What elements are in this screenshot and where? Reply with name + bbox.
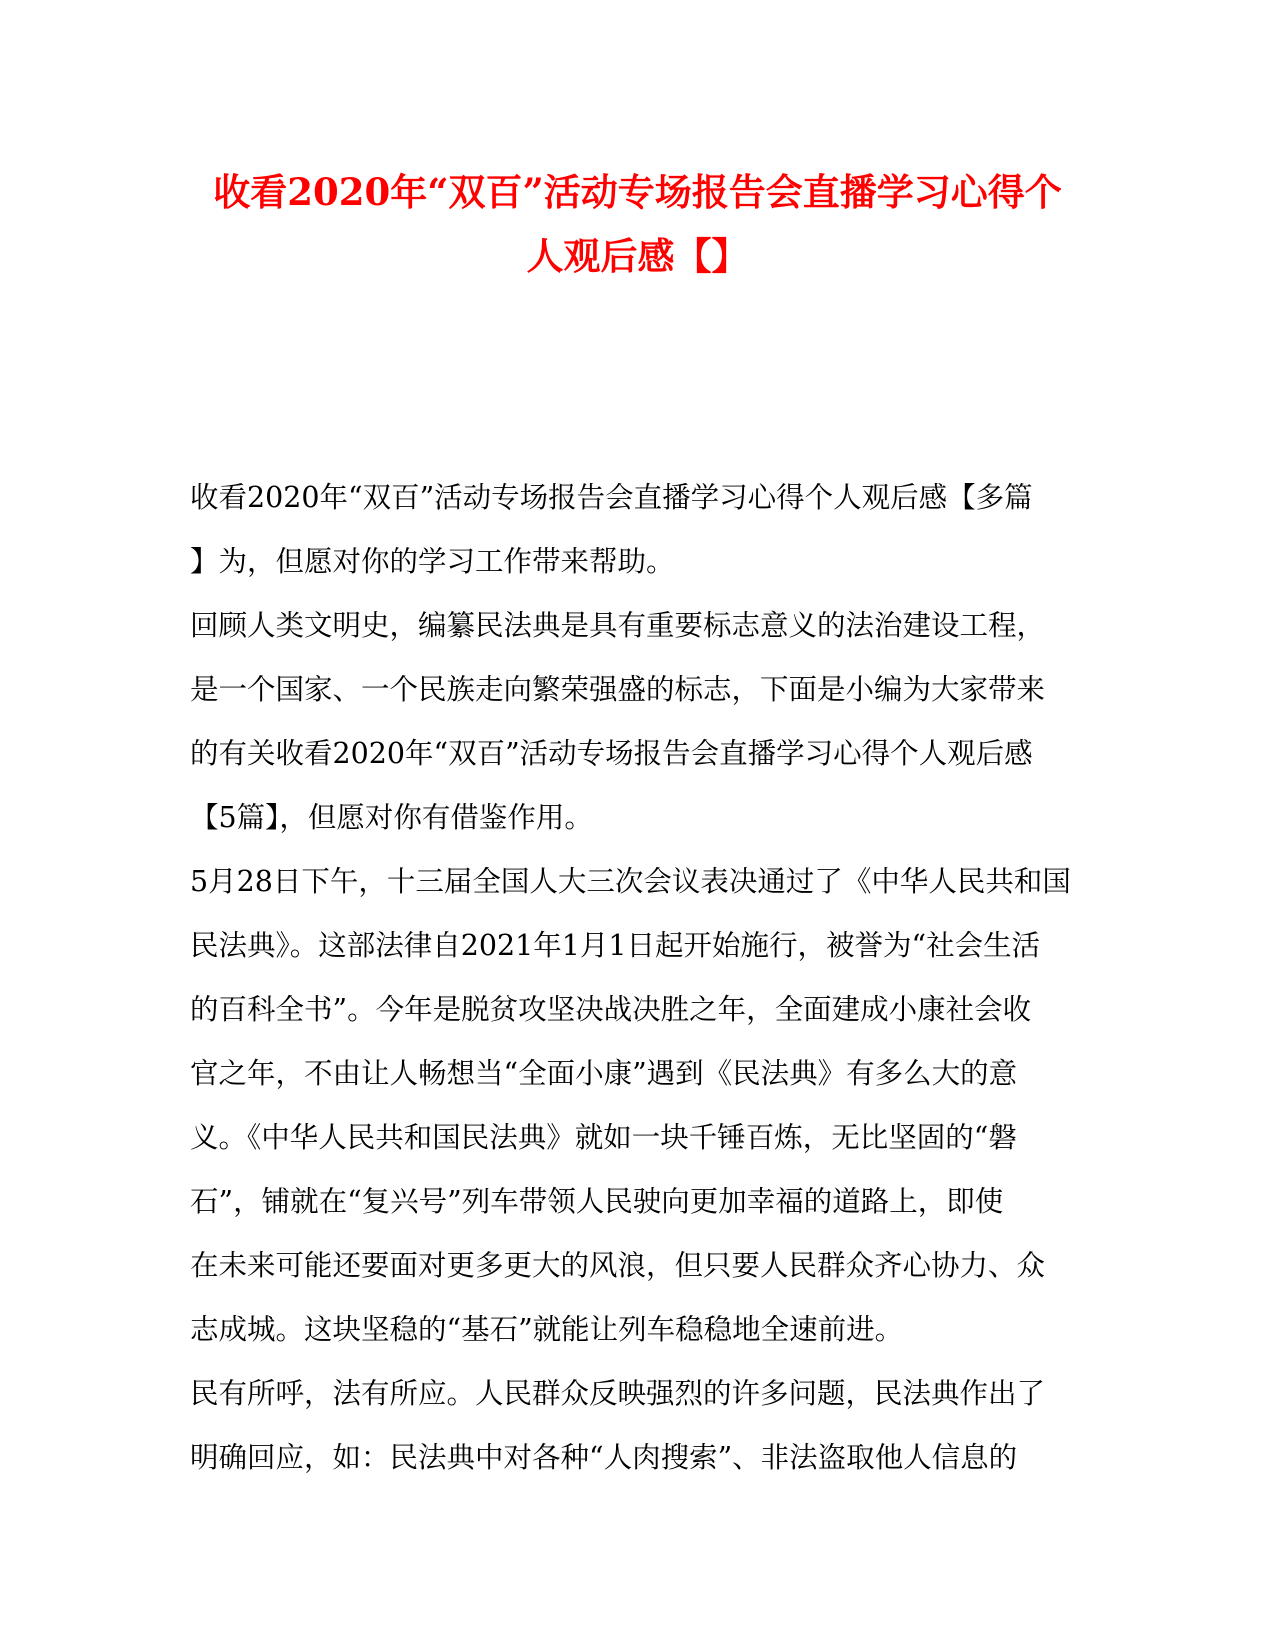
body-line: 的百科全书”。今年是脱贫攻坚决战决胜之年，全面建成小康社会收 bbox=[190, 993, 1032, 1026]
body-line: 官之年，不由让人畅想当“全面小康”遇到《民法典》有多么大的意 bbox=[190, 1057, 1018, 1090]
body-line: 】为，但愿对你的学习工作带来帮助。 bbox=[190, 545, 675, 578]
body-line: 志成城。这块坚稳的“基石”就能让列车稳稳地全速前进。 bbox=[190, 1313, 904, 1346]
body-line: 民法典》。这部法律自2021年1月1日起开始施行，被誉为“社会生活 bbox=[190, 929, 1041, 962]
body-line: 5月28日下午，十三届全国人大三次会议表决通过了《中华人民共和国 bbox=[190, 865, 1071, 898]
title-line-2: 人观后感【】 bbox=[526, 234, 749, 278]
document-body bbox=[190, 466, 1090, 1490]
body-line: 民有所呼，法有所应。人民群众反映强烈的许多问题，民法典作出了 bbox=[190, 1377, 1046, 1410]
body-line: 回顾人类文明史，编纂民法典是具有重要标志意义的法治建设工程， bbox=[190, 609, 1046, 642]
body-line: 石”，铺就在“复兴号”列车带领人民驶向更加幸福的道路上，即使 bbox=[190, 1185, 1004, 1218]
body-line: 在未来可能还要面对更多更大的风浪，但只要人民群众齐心协力、众 bbox=[190, 1249, 1046, 1282]
document-title bbox=[140, 160, 1135, 288]
body-line: 的有关收看2020年“双百”活动专场报告会直播学习心得个人观后感 bbox=[190, 737, 1033, 770]
body-line: 是一个国家、一个民族走向繁荣强盛的标志，下面是小编为大家带来 bbox=[190, 673, 1046, 706]
title-line-1: 收看2020年“双百”活动专场报告会直播学习心得个 bbox=[213, 170, 1062, 214]
body-line: 【5篇】，但愿对你有借鉴作用。 bbox=[190, 801, 593, 834]
body-line: 收看2020年“双百”活动专场报告会直播学习心得个人观后感【多篇 bbox=[190, 481, 1033, 514]
body-line: 义。《中华人民共和国民法典》就如一块千锤百炼，无比坚固的“磐 bbox=[190, 1121, 1017, 1154]
body-line: 明确回应，如：民法典中对各种“人肉搜索”、非法盗取他人信息的 bbox=[190, 1441, 1018, 1474]
